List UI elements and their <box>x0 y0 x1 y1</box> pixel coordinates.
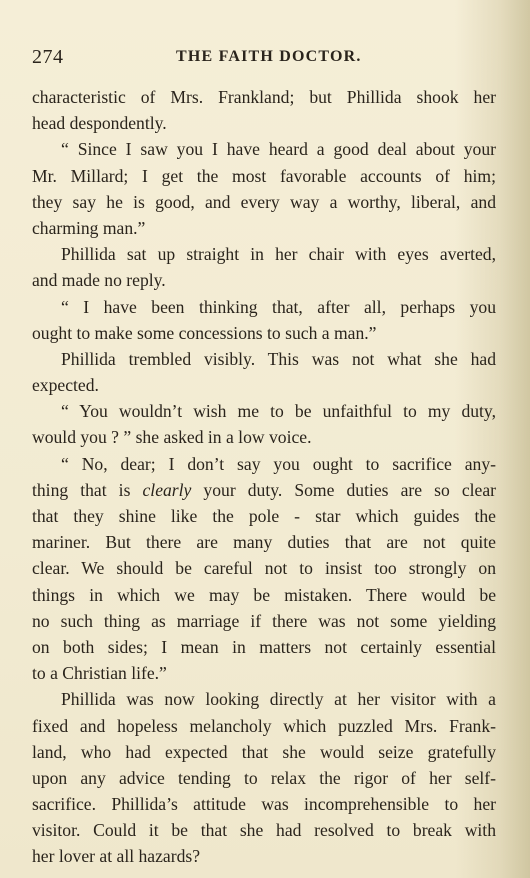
text-line: and made no reply. <box>32 270 166 291</box>
text-line: things in which we may be mistaken. There would be <box>32 584 496 605</box>
text-line: Phillida was now looking directly at her visitor with a <box>61 689 496 710</box>
text-line: no such thing as marriage if there was not some yielding <box>32 610 496 631</box>
text-line: “ You wouldn’t wish me to be unfaithful to my duty, <box>61 401 496 422</box>
emphasized-word: clearly <box>142 479 192 500</box>
text-line: ought to make some concessions to such a man.” <box>32 322 377 343</box>
text-line: characteristic of Mrs. Frankland; but Phillida shook her <box>32 87 496 107</box>
text-line: head despondently. <box>32 113 167 134</box>
text-line: clear. We should be careful not to insist too strongly on <box>32 558 496 579</box>
text-line: they say he is good, and every way a worthy, liberal, and <box>32 191 496 212</box>
page-number: 274 <box>32 46 64 68</box>
text-line: sacrifice. Phillida’s attitude was incomprehensible to her <box>32 794 496 815</box>
text-line: “ I have been thinking that, after all, perhaps you <box>61 296 496 317</box>
text-line: “ Since I saw you I have heard a good deal about your <box>61 139 496 160</box>
text-fragment: your duty. Some duties are so clear <box>191 479 497 500</box>
text-line: expected. <box>32 375 99 396</box>
text-line: would you ? ” she asked in a low voice. <box>32 427 312 448</box>
text-line: visitor. Could it be that she had resolved to break with <box>32 820 496 841</box>
running-title: THE FAITH DOCTOR. <box>176 48 362 65</box>
text-line: charming man.” <box>32 217 146 238</box>
text-line: fixed and hopeless melancholy which puzzled Mrs. Frank- <box>32 715 496 736</box>
text-line: her lover at all hazards? <box>32 846 201 867</box>
text-fragment: thing that is <box>32 479 143 500</box>
text-line: to a Christian life.” <box>32 663 167 684</box>
text-line: land, who had expected that she would seize gratefully <box>32 741 496 762</box>
text-line: on both sides; I mean in matters not certainly essential <box>32 636 496 657</box>
text-line: that they shine like the pole - star which guides the <box>32 506 496 526</box>
text-line: mariner. But there are many duties that are not quite <box>32 532 496 553</box>
body-text <box>32 84 496 870</box>
running-head <box>32 46 498 72</box>
text-line: Phillida trembled visibly. This was not what she had <box>61 348 496 369</box>
text-line: “ No, dear; I don’t say you ought to sacrifice any- <box>61 453 496 474</box>
text-line: upon any advice tending to relax the rigor of her self- <box>32 767 496 788</box>
text-line: Phillida sat up straight in her chair with eyes averted, <box>61 244 496 265</box>
text-line: Mr. Millard; I get the most favorable accounts of him; <box>32 165 496 186</box>
text-line-with-emphasis <box>32 477 496 503</box>
